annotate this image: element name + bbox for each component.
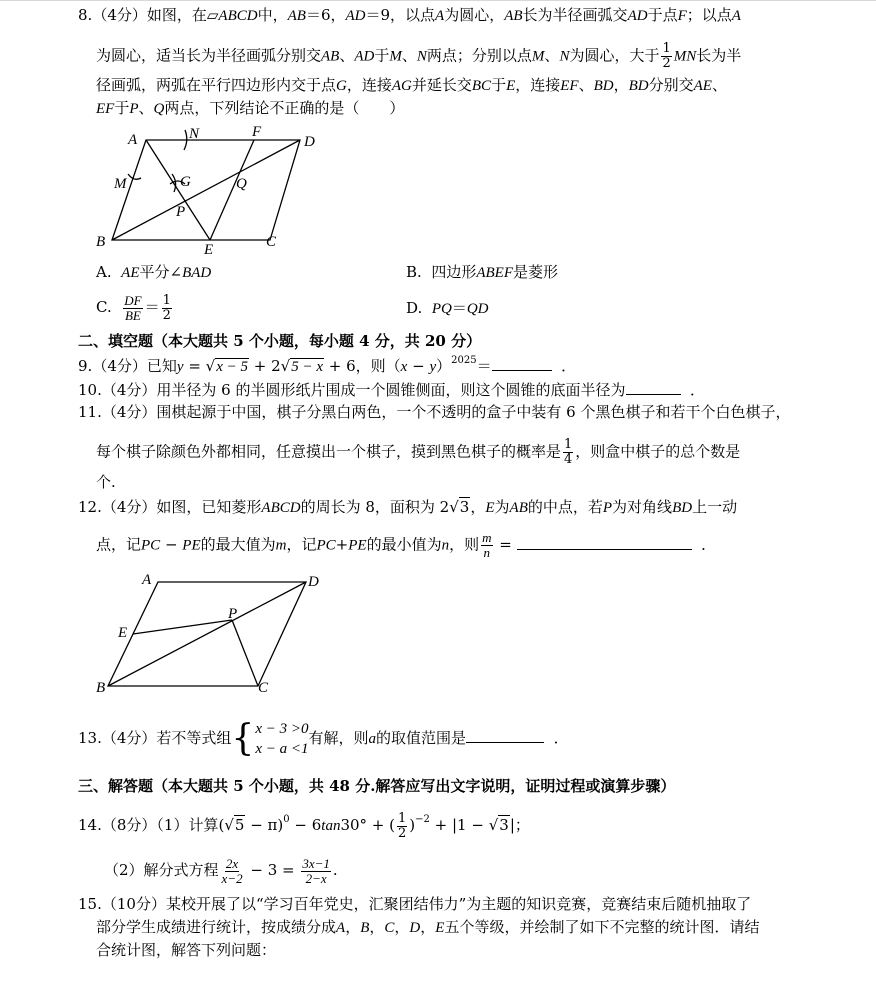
q8-line2: 为圆心，适当长为半径画弧分别交AB、AD于M、N两点；分别以点M、N为圆心，大于 $\frac{1}{2}$ MN长为半	[96, 41, 742, 71]
q12-line2: 点，记PC − PE的最大值为m，记PC+PE的最小值为n，则 $\frac{m}{n}$ = ．	[96, 530, 717, 560]
q8-parallelogram-figure	[90, 122, 330, 258]
option-c-fraction: $\frac{DF}{BE}$	[124, 292, 142, 323]
q13: 13.（4分）若不等式组 { x − 3 >0 x − a <1 有解，则a的取值范围是 ．	[78, 718, 569, 759]
q8-line3: 径画弧，两弧在平行四边形内交于点G，连接AG并延长交BC于E，连接EF、BD，BD分别交AE、	[96, 76, 727, 94]
section2-title: 二、填空题（本大题共 5 个小题，每小题 4 分，共 20 分）	[78, 332, 482, 350]
segment-bd	[108, 582, 306, 686]
top-border	[0, 0, 876, 1]
q12-rhombus-figure	[90, 568, 330, 700]
q11-line3: 个.	[96, 473, 116, 491]
label-B: B	[96, 234, 106, 250]
q12-line1: 12.（4分）如图，已知菱形ABCD的周长为 8，面积为 2√3，E为AB的中点，若P为对角线BD上一动	[78, 498, 738, 516]
q11-line2: 每个棋子除颜色外都相同，任意摸出一个棋子，摸到黑色棋子的概率是 $\frac{1}{4}$ ，则盒中棋子的总个数是	[96, 437, 741, 467]
q12-answer-blank[interactable]	[517, 535, 692, 550]
q8-half-fraction: $\frac{1}{2}$	[662, 41, 671, 71]
label-C: C	[266, 234, 277, 250]
label-D: D	[304, 134, 315, 150]
label-M: M	[114, 176, 127, 192]
segment-bd	[112, 140, 300, 240]
label-G: G	[180, 174, 191, 190]
q14-right-fraction: $\frac{3x-1}{2-x}$	[302, 855, 330, 886]
label-A: A	[142, 572, 152, 588]
q15-line2: 部分学生成绩进行统计，按成绩分成A，B，C，D，E五个等级，并绘制了如下不完整的统计图．请结	[96, 918, 760, 936]
label-P: P	[228, 606, 238, 622]
q10: 10.（4分）用半径为 6 的半圆形纸片围成一个圆锥侧面，则这个圆锥的底面半径为 ．	[78, 381, 706, 399]
label-Q: Q	[236, 176, 247, 192]
q13-answer-blank[interactable]	[466, 728, 544, 743]
q11-quarter-fraction: $\frac{1}{4}$	[564, 437, 573, 467]
q9-answer-blank[interactable]	[492, 356, 552, 371]
label-E: E	[204, 242, 214, 258]
segment-ep	[133, 620, 232, 634]
q14-line1: 14.（8分）（1）计算$(√5 - \pi)^0 - 6\tan 30^\circ$ + ( $\frac{1}{2}$ )$^{-2}$ + |1 − √3|；	[78, 810, 530, 841]
q8-option-b: B. 四边形ABEF是菱形	[406, 263, 559, 281]
q10-answer-blank[interactable]	[626, 380, 681, 395]
q8-line1: 8.（4分）如图，在▱ABCD中，AB＝6，AD＝9，以点A为圆心，AB长为半径画弧交AD于点F；以点A	[78, 6, 741, 24]
label-F: F	[252, 124, 262, 140]
section3-title: 三、解答题（本大题共 5 个小题，共 48 分.解答应写出文字说明，证明过程或演算步骤）	[78, 777, 676, 795]
segment-ae	[146, 140, 210, 240]
q8-option-a: A. AE平分∠BAD	[96, 263, 212, 281]
q8-line4: EF于P、Q两点，下列结论不正确的是（ ）	[96, 99, 405, 117]
q14-line2: （2）解分式方程 $\frac{2x}{x-2}$ − 3 = $\frac{3x-1}{2-x}$ .	[104, 855, 338, 886]
q13-inequality-system: { x − 3 >0 x − a <1	[231, 718, 309, 759]
q15-line3: 合统计图，解答下列问题：	[96, 941, 277, 959]
segment-ef	[210, 140, 254, 240]
q9: 9.（4分）已知y = √x − 5 + 2√5 − x + 6，则$(x - y)^{2025}=$ ．	[78, 355, 577, 375]
option-c-half: $\frac{1}{2}$	[162, 292, 171, 323]
q12-m-over-n: $\frac{m}{n}$	[482, 530, 492, 560]
label-N: N	[189, 126, 200, 142]
q15-line1: 15.（10分）某校开展了以“学习百年党史，汇聚团结伟力”为主题的知识竞赛，竞赛结束后随机抽取了	[78, 895, 752, 913]
q14-left-fraction: $\frac{2x}{x-2}$	[221, 855, 243, 886]
q11-line1: 11.（4分）围棋起源于中国，棋子分黑白两色，一个不透明的盒子中装有 6 个黑色棋子和若干个白色棋子，	[78, 403, 791, 421]
label-P: P	[176, 204, 186, 220]
label-A: A	[128, 132, 138, 148]
label-B: B	[96, 680, 106, 696]
label-C: C	[258, 680, 269, 696]
label-D: D	[308, 574, 319, 590]
q8-option-d: D. PQ＝QD	[406, 299, 489, 317]
label-E: E	[118, 625, 128, 641]
q14-half-fraction: $\frac{1}{2}$	[398, 810, 407, 841]
segment-pc	[232, 620, 258, 686]
q8-option-c: C. $\frac{DF}{BE}$ ＝ $\frac{1}{2}$	[96, 292, 171, 323]
